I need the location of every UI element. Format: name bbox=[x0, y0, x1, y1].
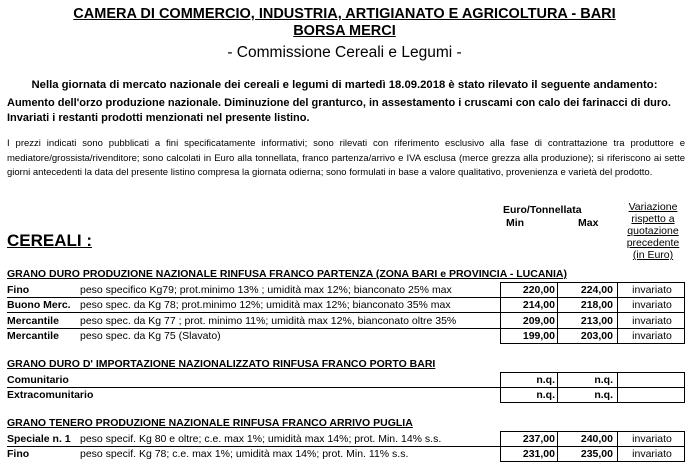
variation-header-line: precedente bbox=[626, 237, 680, 249]
table-rule bbox=[500, 282, 684, 283]
table-rule bbox=[500, 372, 501, 403]
borsa-merci-title: BORSA MERCI bbox=[293, 23, 396, 39]
price-min: n.q. bbox=[536, 389, 555, 401]
unit-header: Euro/Tonnellata bbox=[503, 204, 582, 216]
table-rule bbox=[557, 372, 558, 403]
table-rule bbox=[617, 372, 618, 403]
price-min: 209,00 bbox=[522, 315, 555, 327]
table-rule bbox=[617, 282, 618, 344]
commission-subtitle: - Commissione Cereali e Legumi - bbox=[227, 44, 462, 61]
max-header: Max bbox=[578, 217, 599, 229]
row-description: peso spec. da Kg 78; prot.minimo 12%; umidità max 12%; bianconato 35% max bbox=[80, 299, 451, 311]
section-title: GRANO TENERO PRODUZIONE NAZIONALE RINFUSA FRANCO ARRIVO PUGLIA bbox=[7, 417, 413, 429]
min-header: Min bbox=[506, 217, 525, 229]
variation-header-line: rispetto a bbox=[631, 213, 675, 225]
variation-header-line: Variazione bbox=[628, 201, 678, 213]
price-max: 213,00 bbox=[580, 315, 613, 327]
table-rule bbox=[617, 431, 618, 462]
row-description: peso spec. da Kg 75 (Slavato) bbox=[80, 330, 221, 342]
row-name: Speciale n. 1 bbox=[7, 433, 71, 445]
row-name: Fino bbox=[7, 284, 30, 296]
variation-header-line: quotazione bbox=[627, 225, 679, 237]
section-title: GRANO DURO PRODUZIONE NAZIONALE RINFUSA FRANCO PARTENZA (ZONA BARI e PROVINCIA - LUCANIA) bbox=[7, 268, 567, 280]
market-summary: Aumento dell'orzo produzione nazionale. Diminuzione del granturco, in assestamento i cruscami con calo dei farinacci di duro. Invariati i restanti prodotti menzionati nel presente listino. bbox=[7, 97, 671, 124]
price-max: 240,00 bbox=[580, 433, 613, 445]
price-notes: I prezzi indicati sono pubblicati a fini specificatamente informativi; sono rilevati con riferimento esclusivo alla fase di contrattazione tra produttore e mediatore/grossista/rivenditore; sono calcolati in Euro alla tonnellata, franco partenza/arrivo e IVA esclusa (merce grezza alla produzione); si riferiscono ai sette giorni antecedenti la data del presente listino compresa la giornata odierna; sono formulati in base a valore qualitativo, provenienza e varietà del prodotto. bbox=[7, 138, 685, 178]
price-min: 214,00 bbox=[522, 299, 555, 311]
market-intro: Nella giornata di mercato nazionale dei cereali e legumi di martedì 18.09.2018 è stato rilevato il seguente andamento: bbox=[31, 79, 658, 91]
section-title: GRANO DURO D' IMPORTAZIONE NAZIONALIZZATO RINFUSA FRANCO PORTO BARI bbox=[7, 358, 436, 370]
price-max: n.q. bbox=[594, 389, 613, 401]
price-max: 218,00 bbox=[580, 299, 613, 311]
price-min: 237,00 bbox=[522, 433, 555, 445]
price-min: 199,00 bbox=[522, 330, 555, 342]
price-variation: invariato bbox=[632, 330, 672, 342]
variation-header-line: (in Euro) bbox=[632, 249, 674, 261]
row-description: peso specif. Kg 78; c.e. max 1%; umidità max 14%; prot. Min. 11% s.s. bbox=[80, 448, 409, 460]
table-rule bbox=[500, 431, 501, 462]
table-rule bbox=[7, 446, 684, 447]
price-variation: invariato bbox=[632, 315, 672, 327]
row-name: Buono Merc. bbox=[7, 299, 71, 311]
table-rule bbox=[684, 431, 685, 462]
row-name: Comunitario bbox=[7, 374, 69, 386]
row-name: Mercantile bbox=[7, 330, 59, 342]
table-rule bbox=[557, 431, 558, 462]
row-description: peso specifico Kg79; prot.minimo 13% ; umidità max 12%; bianconato 25% max bbox=[80, 284, 452, 296]
price-variation: invariato bbox=[632, 284, 672, 296]
category-heading: CEREALI : bbox=[7, 231, 92, 250]
price-variation: invariato bbox=[632, 433, 672, 445]
table-rule bbox=[500, 343, 684, 344]
price-max: 235,00 bbox=[580, 448, 613, 460]
table-rule bbox=[7, 328, 684, 329]
table-rule bbox=[684, 282, 685, 344]
row-name: Fino bbox=[7, 448, 30, 460]
price-min: n.q. bbox=[536, 374, 555, 386]
variation-header bbox=[622, 201, 684, 261]
price-max: 224,00 bbox=[580, 284, 613, 296]
row-description: peso specif. Kg 80 e oltre; c.e. max 1%; umidità max 14%; prot. Min. 14% s.s. bbox=[80, 433, 442, 445]
table-rule bbox=[7, 387, 684, 388]
price-min: 220,00 bbox=[522, 284, 555, 296]
table-rule bbox=[7, 297, 684, 298]
table-rule bbox=[7, 312, 684, 313]
row-name: Extracomunitario bbox=[7, 389, 94, 401]
price-max: n.q. bbox=[594, 374, 613, 386]
price-max: 203,00 bbox=[580, 330, 613, 342]
table-rule bbox=[684, 372, 685, 403]
table-rule bbox=[557, 282, 558, 344]
row-description: peso spec. da Kg 77 ; prot. minimo 11%; umidità max 12%, bianconato oltre 35% bbox=[80, 315, 457, 327]
price-variation: invariato bbox=[632, 299, 672, 311]
table-rule bbox=[500, 402, 684, 403]
chamber-title: CAMERA DI COMMERCIO, INDUSTRIA, ARTIGIANATO E AGRICOLTURA - BARI bbox=[73, 6, 616, 22]
table-rule bbox=[500, 372, 684, 373]
table-rule bbox=[500, 461, 684, 462]
table-rule bbox=[500, 431, 684, 432]
price-variation: invariato bbox=[632, 448, 672, 460]
table-rule bbox=[500, 282, 501, 344]
row-name: Mercantile bbox=[7, 315, 59, 327]
price-min: 231,00 bbox=[522, 448, 555, 460]
